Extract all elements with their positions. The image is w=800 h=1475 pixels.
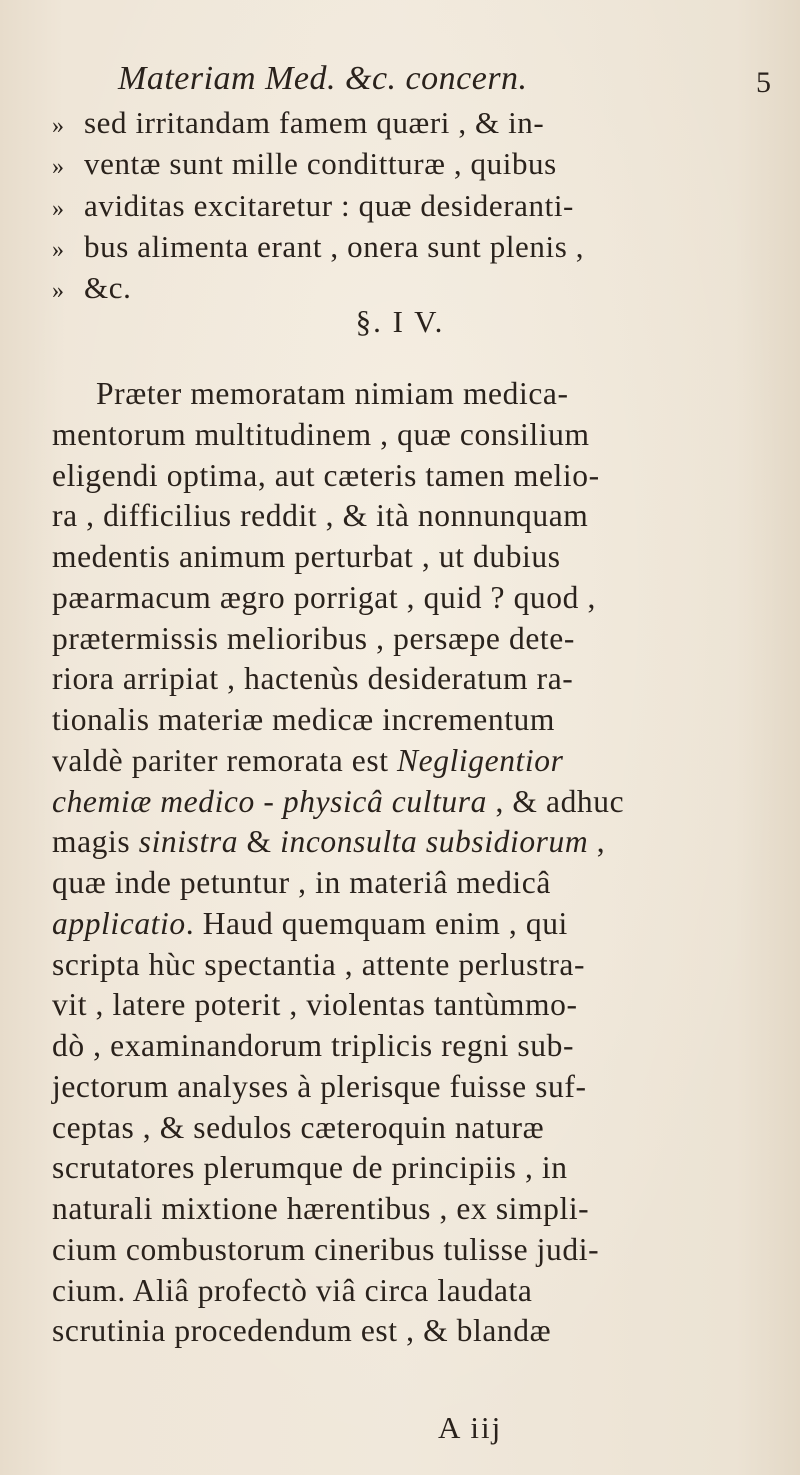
quote-line [52, 104, 772, 145]
text-segment: scripta hùc spectantia , attente perlustra- [52, 946, 586, 982]
quote-line [52, 145, 772, 186]
text-line [52, 659, 772, 700]
page-number: 5 [756, 66, 771, 99]
quotation-mark: » [52, 278, 65, 305]
text-line [52, 863, 772, 904]
text-segment: & [238, 824, 281, 860]
text-segment: scrutinia procedendum est , & blandæ [52, 1313, 552, 1349]
text-segment: pæarmacum ægro porrigat , quid ? quod , [52, 579, 596, 615]
text-segment: , & adhuc [487, 783, 625, 819]
quotation-block [52, 104, 772, 310]
italic-phrase: applicatio [52, 905, 186, 941]
text-segment: Præter memoratam nimiam medica- [96, 376, 569, 411]
italic-phrase: Negligentior [397, 742, 564, 778]
text-line [52, 1108, 772, 1149]
text-line [52, 619, 772, 660]
italic-phrase: inconsulta subsidiorum [280, 824, 589, 860]
text-segment: tionalis materiæ medicæ incrementum [52, 702, 556, 737]
text-segment: vit , latere poterit , violentas tantùmmo- [52, 987, 578, 1023]
text-line [52, 985, 772, 1026]
italic-phrase: chemiæ medico - physicâ cultura [52, 783, 487, 819]
quote-line [52, 228, 772, 269]
text-line [52, 1148, 772, 1189]
text-line [52, 1026, 772, 1067]
quotation-mark: » [52, 195, 65, 222]
text-line [52, 496, 772, 537]
quote-line-text: &c. [84, 270, 132, 306]
text-segment: cium combustorum cineribus tulisse judi- [52, 1231, 600, 1267]
text-line [52, 782, 772, 823]
text-segment: eligendi optima, aut cæteris tamen melio- [52, 457, 600, 493]
text-line [52, 904, 772, 945]
quote-line-text: ventæ sunt mille conditturæ , quibus [84, 146, 557, 182]
text-segment: , [588, 824, 606, 860]
text-line [52, 822, 772, 863]
quote-line-text: bus alimenta erant , onera sunt plenis , [84, 228, 585, 264]
quote-line [52, 187, 772, 228]
quotation-mark: » [52, 236, 65, 263]
running-head: Materiam Med. &c. concern. [118, 60, 528, 97]
text-line [52, 700, 772, 741]
text-line [52, 415, 772, 456]
text-segment: naturali mixtione hærentibus , ex simpli- [52, 1191, 590, 1226]
text-line [52, 1230, 772, 1271]
text-segment: ra , difficilius reddit , & ità nonnunquam [52, 498, 589, 534]
quotation-mark: » [52, 113, 65, 139]
quote-line-text: aviditas excitaretur : quæ desideranti- [84, 187, 574, 223]
text-line [52, 537, 772, 578]
text-line [52, 1271, 772, 1312]
section-heading: §. I V. [355, 304, 445, 339]
text-segment: mentorum multitudinem , quæ consilium [52, 416, 590, 452]
text-segment: prætermissis melioribus , persæpe dete- [52, 620, 575, 656]
text-line [52, 1067, 772, 1108]
text-segment: . Haud quemquam enim , qui [185, 905, 568, 941]
text-line [52, 456, 772, 497]
quotation-mark: » [52, 154, 65, 181]
page-header [118, 60, 638, 100]
text-segment: jectorum analyses à plerisque fuisse suf- [52, 1068, 587, 1104]
text-line [52, 741, 772, 782]
text-segment: dò , examinandorum triplicis regni sub- [52, 1028, 575, 1063]
body-paragraph [52, 374, 772, 1352]
text-line [52, 374, 772, 415]
text-segment: cium. Aliâ profectò viâ circa laudata [52, 1272, 533, 1308]
signature-mark: A iij [438, 1410, 503, 1445]
text-segment: scrutatores plerumque de principiis , in [52, 1150, 568, 1186]
quote-line-text: sed irritandam famem quæri , & in- [84, 105, 545, 140]
text-segment: medentis animum perturbat , ut dubius [52, 539, 561, 574]
text-line [52, 945, 772, 986]
text-line [52, 1311, 772, 1352]
italic-phrase: sinistra [138, 824, 239, 860]
text-segment: valdè pariter remorata est [52, 742, 398, 778]
text-line [52, 1189, 772, 1230]
text-segment: magis [52, 824, 139, 860]
text-segment: ceptas , & sedulos cæteroquin naturæ [52, 1109, 545, 1145]
text-segment: riora arripiat , hactenùs desideratum ra- [52, 661, 574, 697]
text-line [52, 578, 772, 619]
text-segment: quæ inde petuntur , in materiâ medicâ [52, 865, 551, 900]
